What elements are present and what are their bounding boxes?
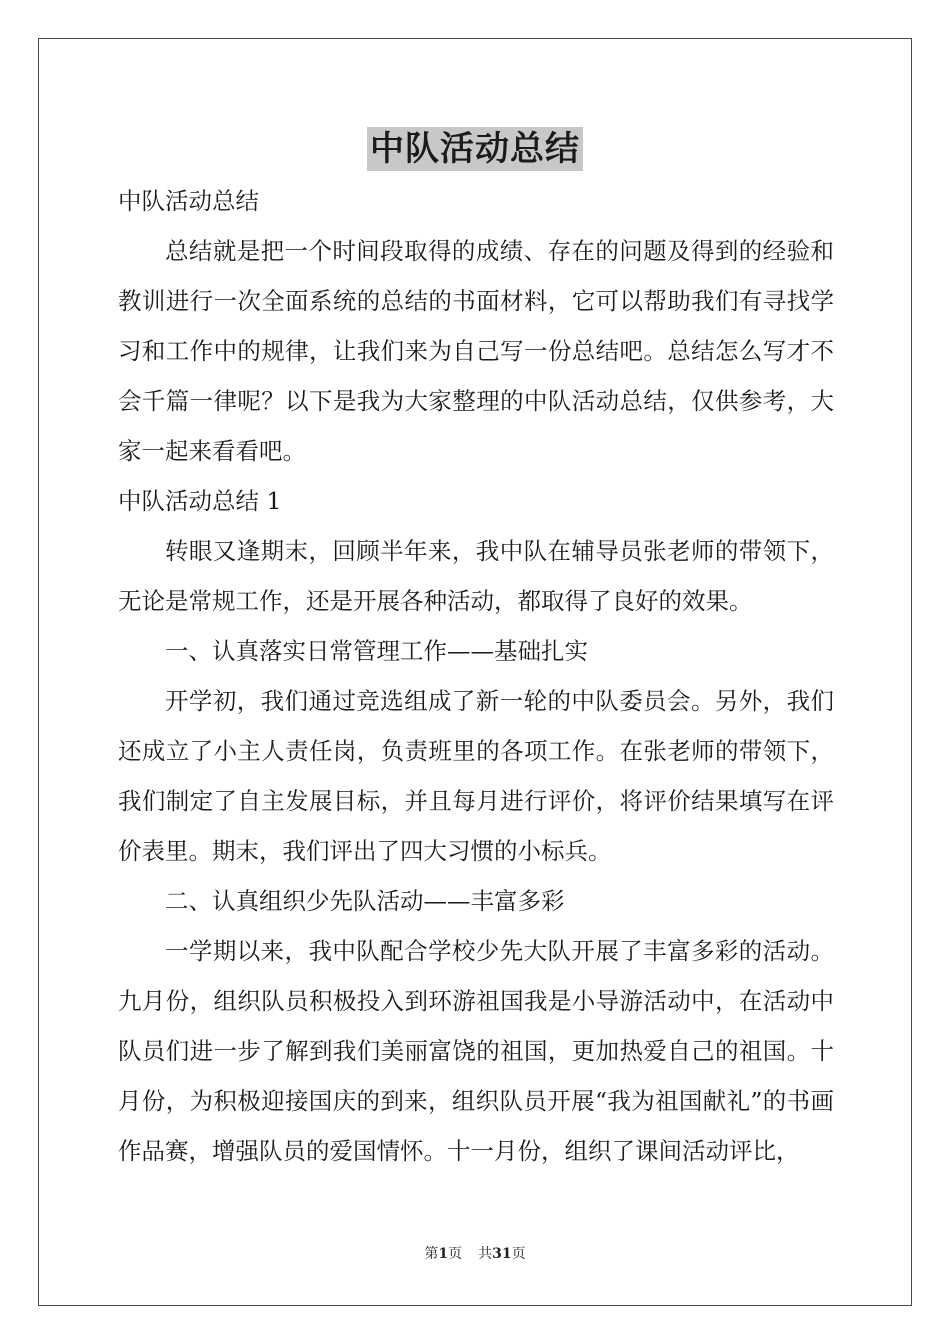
body-paragraph: 转眼又逢期末，回顾半年来，我中队在辅导员张老师的带领下，无论是常规工作，还是开展各种活动，都取得了良好的效果。 [118, 537, 834, 615]
body-paragraph: 一学期以来，我中队配合学校少先大队开展了丰富多彩的活动。九月份，组织队员积极投入到环游祖国我是小导游活动中，在活动中队员们进一步了解到我们美丽富饶的祖国，更加热爱自己的祖国。十月份，为积极迎接国庆的到来，组织队员开展“我为祖国献礼”的书画作品赛，增强队员的爱国情怀。十一月份，组织了课间活动评比， [118, 937, 834, 1165]
title-container [0, 127, 950, 171]
document-subtitle: 中队活动总结 [118, 187, 259, 215]
total-prefix: 共 [478, 1246, 493, 1262]
page-footer [0, 1244, 950, 1264]
total-page-count: 31 [492, 1246, 512, 1262]
document-body [118, 176, 834, 1176]
body-paragraph: 开学初，我们通过竞选组成了新一轮的中队委员会。另外，我们还成立了小主人责任岗，负责班里的各项工作。在张老师的带领下，我们制定了自主发展目标，并且每月进行评价，将评价结果填写在评价表里。期末，我们评出了四大习惯的小标兵。 [118, 687, 834, 865]
total-suffix: 页 [511, 1246, 526, 1262]
page-prefix: 第 [424, 1246, 439, 1262]
section-heading: 中队活动总结 1 [118, 487, 282, 515]
page-suffix: 页 [448, 1246, 463, 1262]
current-page-number: 1 [438, 1246, 449, 1262]
subheading: 二、认真组织少先队活动——丰富多彩 [165, 887, 565, 915]
intro-paragraph: 总结就是把一个时间段取得的成绩、存在的问题及得到的经验和教训进行一次全面系统的总结的书面材料，它可以帮助我们有寻找学习和工作中的规律，让我们来为自己写一份总结吧。总结怎么写才不会千篇一律呢？以下是我为大家整理的中队活动总结，仅供参考，大家一起来看看吧。 [118, 237, 834, 465]
document-title: 中队活动总结 [367, 127, 583, 171]
subheading: 一、认真落实日常管理工作——基础扎实 [165, 637, 588, 665]
